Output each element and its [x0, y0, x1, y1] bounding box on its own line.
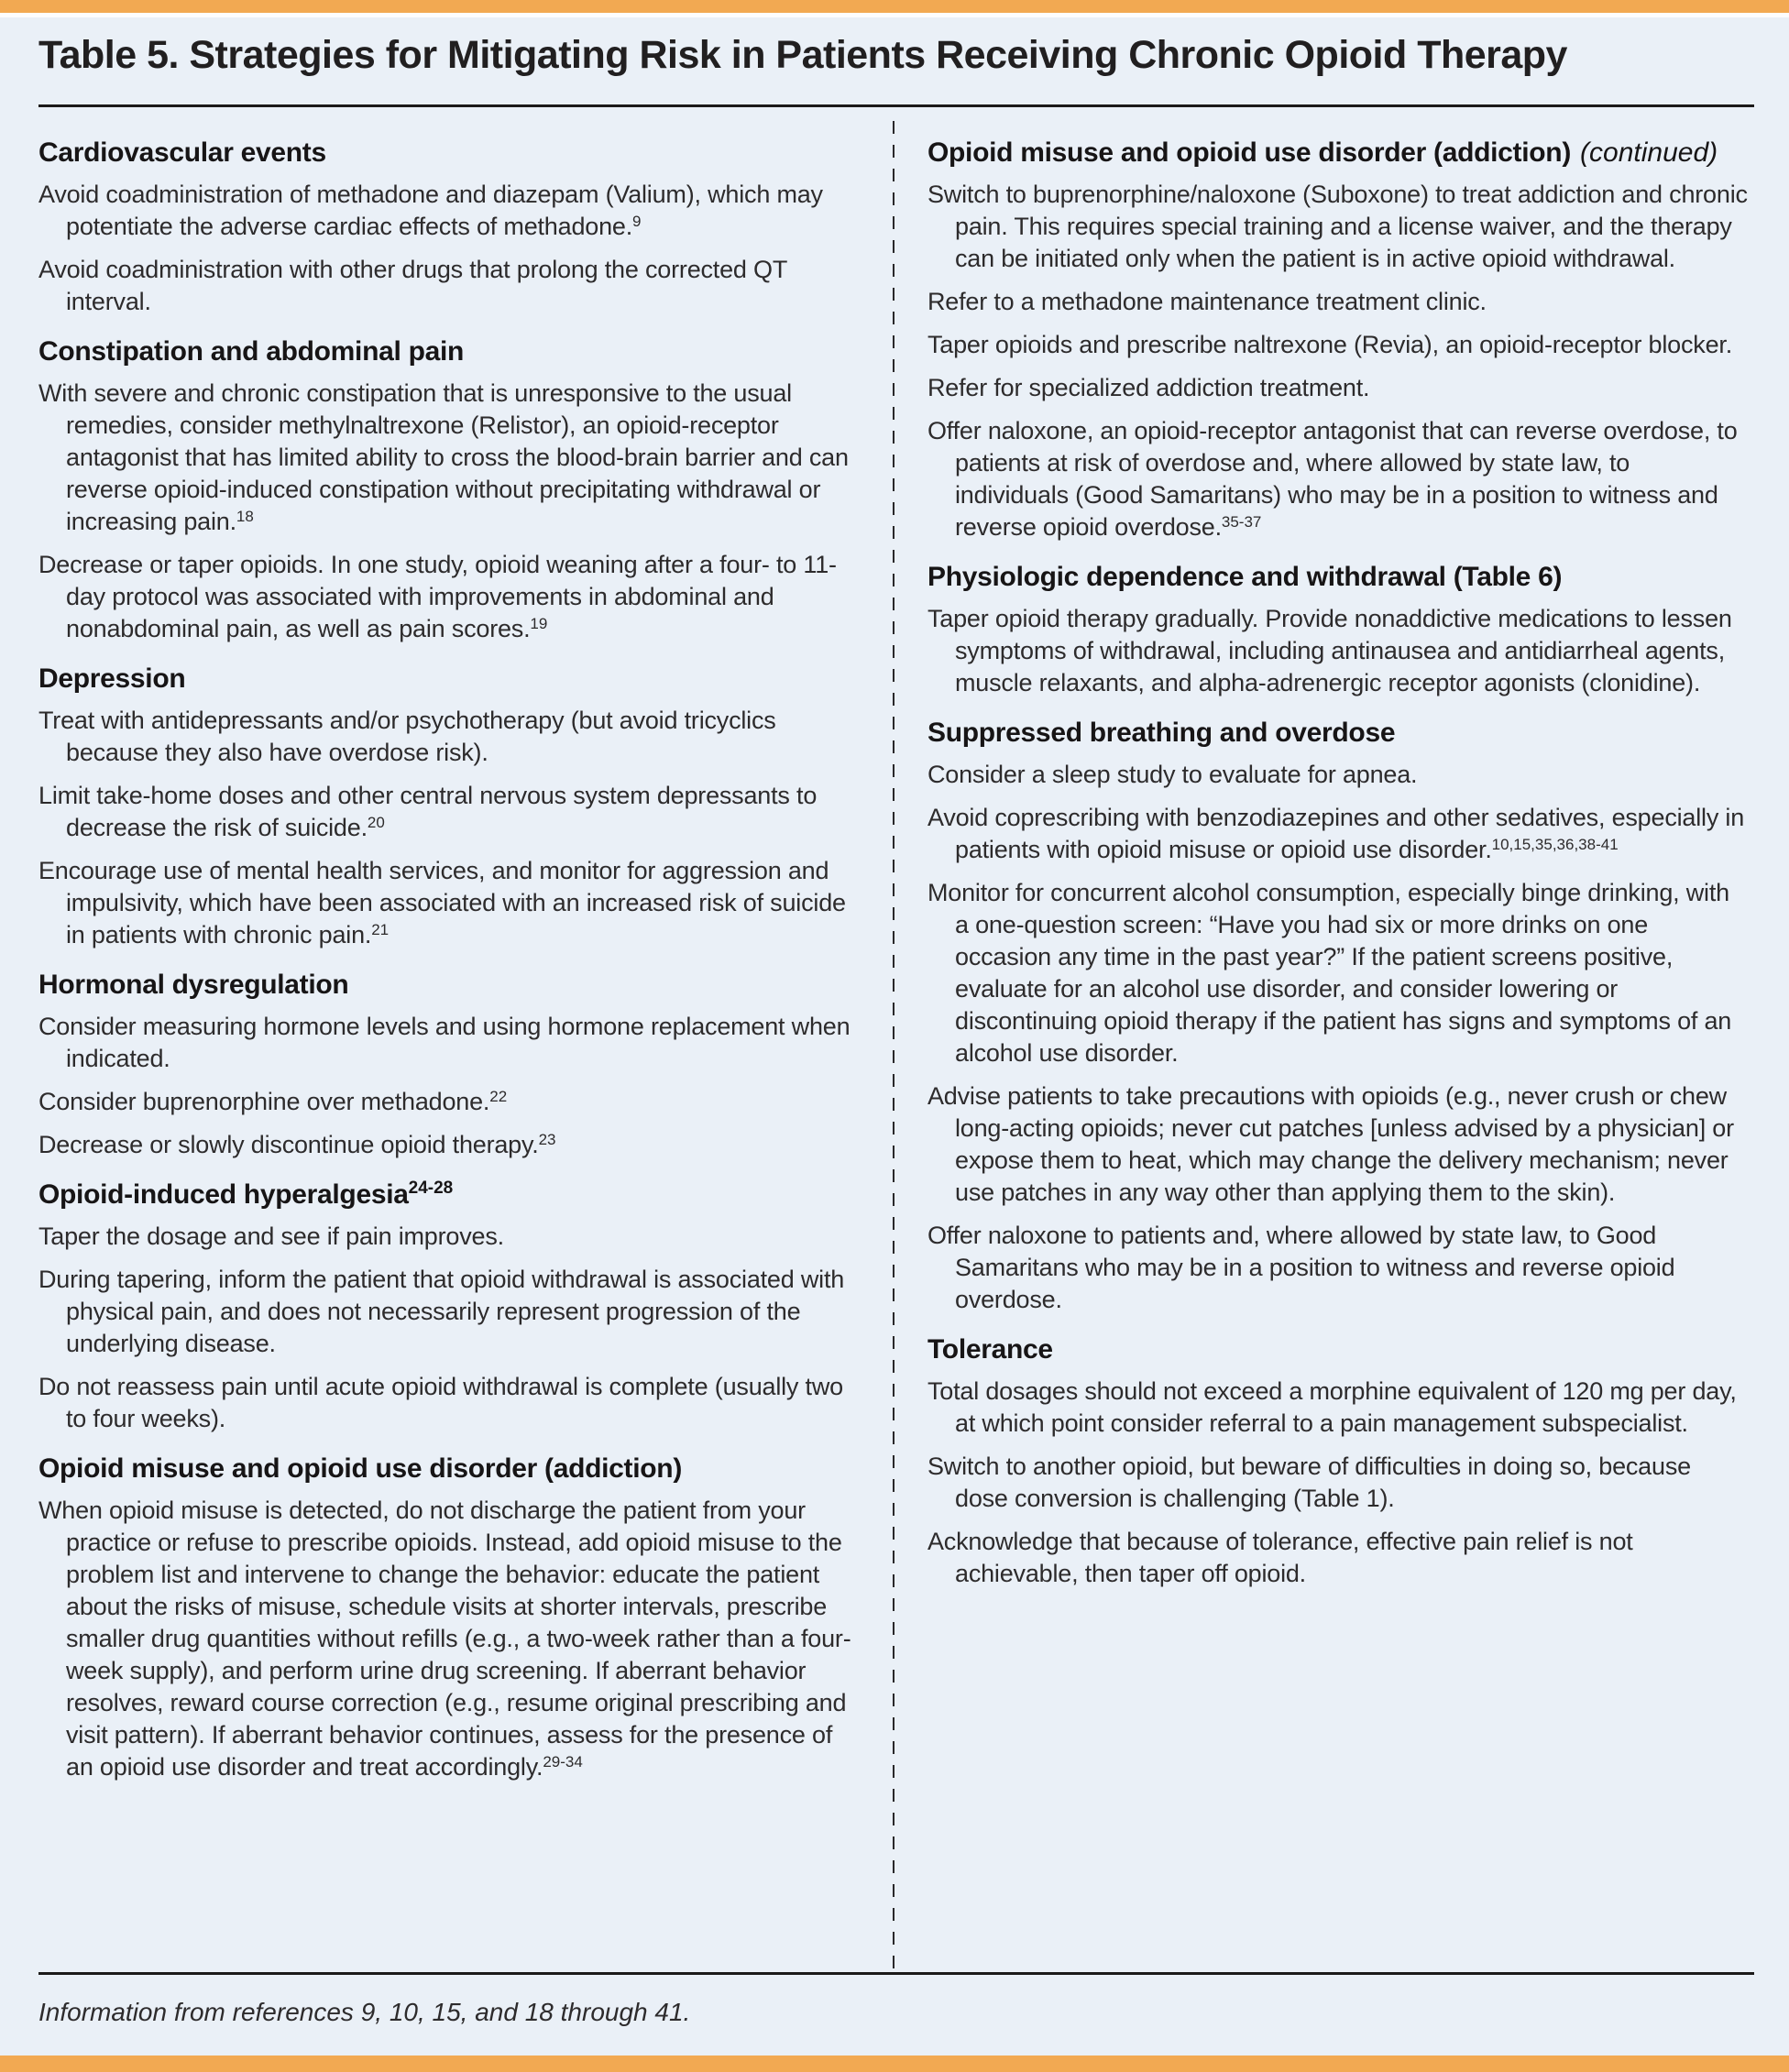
strategy-text: Decrease or taper opioids. In one study, opioid weaning after a four- to 11-day protocol was associated with improvements in abdominal and nonabdominal pain, as well as pain scores.: [38, 551, 837, 642]
strategy-item: [38, 855, 856, 951]
strategy-item: [927, 1526, 1748, 1590]
strategy-item: [927, 759, 1748, 791]
strategy-text: Taper opioids and prescribe naltrexone (Revia), an opioid-receptor blocker.: [927, 331, 1732, 358]
section-constipation-abdominal-pain: [38, 334, 856, 645]
strategy-item: [927, 877, 1748, 1069]
section-heading: [927, 560, 1748, 594]
reference-superscript: 24-28: [408, 1179, 454, 1198]
strategy-item: [38, 1129, 856, 1161]
strategy-text: Avoid coprescribing with benzodiazepines and other sedatives, especially in patients with opioid misuse or opioid use disorder.: [927, 804, 1745, 863]
strategy-item: [927, 603, 1748, 699]
section-heading: [38, 662, 856, 696]
right-column: [927, 136, 1748, 1601]
top-accent-bar: [0, 0, 1789, 13]
strategy-item: [38, 780, 856, 844]
strategy-text: Refer for specialized addiction treatment.: [927, 374, 1370, 401]
page-title: Table 5. Strategies for Mitigating Risk in Patients Receiving Chronic Opioid Therapy: [38, 33, 1567, 77]
section-opioid-misuse-addiction: [38, 1452, 856, 1783]
section-heading-text: Opioid misuse and opioid use disorder (addiction): [927, 137, 1572, 168]
reference-superscript: 20: [367, 814, 385, 831]
reference-superscript: 10,15,35,36,38-41: [1491, 836, 1619, 853]
footer-divider-rule: [38, 1972, 1754, 1975]
strategy-text: Consider a sleep study to evaluate for apnea.: [927, 761, 1418, 788]
section-tolerance: [927, 1332, 1748, 1590]
strategy-text: Consider buprenorphine over methadone.: [38, 1088, 490, 1115]
strategy-text: Offer naloxone to patients and, where allowed by state law, to Good Samaritans who may be in a position to witness and reverse opioid overdose.: [927, 1222, 1675, 1313]
strategy-item: [38, 705, 856, 769]
strategy-text: Avoid coadministration of methadone and diazepam (Valium), which may potentiate the adverse cardiac effects of methadone.: [38, 181, 823, 240]
section-suppressed-breathing-overdose: [927, 716, 1748, 1316]
strategy-text: Encourage use of mental health services, and monitor for aggression and impulsivity, which have been associated with an increased risk of suicide in patients with chronic pain.: [38, 857, 846, 948]
section-depression: [38, 662, 856, 951]
strategy-text: Consider measuring hormone levels and using hormone replacement when indicated.: [38, 1013, 851, 1072]
strategy-item: [927, 802, 1748, 866]
section-heading: [927, 716, 1748, 750]
section-heading-text: Physiologic dependence and withdrawal (Table 6): [927, 562, 1563, 592]
section-heading-text: Hormonal dysregulation: [38, 970, 349, 1000]
section-heading: [38, 334, 856, 368]
strategy-text: Treat with antidepressants and/or psychotherapy (but avoid tricyclics because they also have overdose risk).: [38, 707, 776, 766]
left-column: [38, 136, 856, 1794]
strategy-item: [927, 372, 1748, 404]
section-heading: [38, 136, 856, 170]
strategy-item: [927, 329, 1748, 361]
strategy-text: Monitor for concurrent alcohol consumption, especially binge drinking, with a one-question screen: “Have you had six or more drinks on one occasion any time in the past year?” If the patient screens positive, evaluate for an alcohol use disorder, and consider lowering or discontinuing opioid therapy if the patient has signs and symptoms of an alcohol use disorder.: [927, 879, 1732, 1067]
strategy-text: Taper the dosage and see if pain improves.: [38, 1222, 504, 1250]
section-heading-text: Opioid misuse and opioid use disorder (addiction): [38, 1453, 683, 1484]
section-heading-text: Depression: [38, 663, 186, 694]
strategy-text: Advise patients to take precautions with opioids (e.g., never crush or chew long-acting opioids; never cut patches [unless advised by a physician] or expose them to heat, which may change the delivery mechanism; never use patches in any way other than applying them to the skin).: [927, 1082, 1734, 1206]
section-heading: [38, 1178, 856, 1211]
strategy-text: Taper opioid therapy gradually. Provide nonaddictive medications to lessen symptoms of withdrawal, including antinausea and antidiarrheal agents, muscle relaxants, and alpha-adrenergic receptor agonists (clonidine).: [927, 605, 1732, 696]
strategy-text: Do not reassess pain until acute opioid withdrawal is complete (usually two to four weeks).: [38, 1373, 843, 1432]
section-heading-text: Constipation and abdominal pain: [38, 336, 465, 367]
section-heading: [38, 968, 856, 1002]
reference-superscript: 22: [489, 1088, 508, 1105]
strategy-item: [38, 1264, 856, 1360]
section-opioid-induced-hyperalgesia: [38, 1178, 856, 1435]
reference-superscript: 18: [236, 508, 254, 525]
strategy-item: [38, 549, 856, 645]
section-heading-text: Suppressed breathing and overdose: [927, 718, 1396, 748]
bottom-accent-bar: [0, 2056, 1789, 2072]
strategy-item: [927, 1220, 1748, 1316]
section-heading-text: Tolerance: [927, 1334, 1053, 1365]
section-heading: [38, 1452, 856, 1485]
strategy-item: [38, 1086, 856, 1118]
column-divider-dashed-line: [893, 121, 894, 1972]
section-physiologic-dependence-withdrawal: [927, 560, 1748, 699]
source-footnote: Information from references 9, 10, 15, and 18 through 41.: [38, 1998, 691, 2026]
section-hormonal-dysregulation: [38, 968, 856, 1161]
strategy-item: [927, 415, 1748, 543]
reference-superscript: 9: [632, 213, 642, 230]
strategy-item: [927, 286, 1748, 318]
strategy-item: [38, 254, 856, 318]
strategy-text: Switch to another opioid, but beware of difficulties in doing so, because dose conversion is challenging (Table 1).: [927, 1453, 1691, 1512]
reference-superscript: 21: [371, 921, 390, 938]
strategy-item: [927, 1451, 1748, 1515]
strategy-text: When opioid misuse is detected, do not discharge the patient from your practice or refuse to prescribe opioids. Instead, add opioid misuse to the problem list and intervene to change the behavior: educate the patient about the risks of misuse, schedule visits at shorter intervals, prescribe smaller drug quantities without refills (e.g., a two-week rather than a four-week supply), and perform urine drug screening. If aberrant behavior resolves, reward course correction (e.g., resume original prescribing and visit pattern). If aberrant behavior continues, assess for the presence of an opioid use disorder and treat accordingly.: [38, 1496, 851, 1781]
reference-superscript: 19: [530, 615, 548, 632]
continued-label: (continued): [1580, 137, 1718, 168]
strategy-item: [38, 1371, 856, 1435]
section-heading: [927, 136, 1748, 170]
reference-superscript: 29-34: [543, 1753, 583, 1771]
strategy-text: Switch to buprenorphine/naloxone (Suboxone) to treat addiction and chronic pain. This requires special training and a license waiver, and the therapy can be initiated only when the patient is in active opioid withdrawal.: [927, 181, 1748, 272]
reference-superscript: 23: [538, 1131, 556, 1148]
section-heading-text: Cardiovascular events: [38, 137, 326, 168]
strategy-text: Total dosages should not exceed a morphine equivalent of 120 mg per day, at which point consider referral to a pain management subspecialist.: [927, 1377, 1737, 1437]
strategy-text: Offer naloxone, an opioid-receptor antagonist that can reverse overdose, to patients at risk of overdose and, where allowed by state law, to individuals (Good Samaritans) who may be in a position to witness and reverse opioid overdose.: [927, 417, 1738, 541]
section-opioid-misuse-addiction-continued: [927, 136, 1748, 543]
strategy-item: [38, 179, 856, 243]
strategy-text: With severe and chronic constipation that is unresponsive to the usual remedies, consider methylnaltrexone (Relistor), an opioid-receptor antagonist that has limited ability to cross the blood-brain barrier and can reverse opioid-induced constipation without precipitating withdrawal or increasing pain.: [38, 379, 849, 535]
strategy-item: [927, 1376, 1748, 1440]
title-divider-rule: [38, 104, 1754, 107]
reference-superscript: 35-37: [1221, 513, 1262, 531]
strategy-item: [927, 1080, 1748, 1209]
strategy-item: [38, 1495, 856, 1783]
strategy-text: Avoid coadministration with other drugs that prolong the corrected QT interval.: [38, 256, 787, 315]
strategy-item: [38, 378, 856, 538]
strategy-item: [927, 179, 1748, 275]
strategy-text: Decrease or slowly discontinue opioid therapy.: [38, 1131, 539, 1158]
strategy-item: [38, 1221, 856, 1253]
strategy-text: Refer to a methadone maintenance treatment clinic.: [927, 288, 1487, 315]
strategy-text: Acknowledge that because of tolerance, effective pain relief is not achievable, then taper off opioid.: [927, 1528, 1633, 1587]
section-heading-text: Opioid-induced hyperalgesia: [38, 1179, 409, 1210]
strategy-text: Limit take-home doses and other central nervous system depressants to decrease the risk of suicide.: [38, 782, 818, 841]
section-cardiovascular-events: [38, 136, 856, 318]
strategy-text: During tapering, inform the patient that opioid withdrawal is associated with physical pain, and does not necessarily represent progression of the underlying disease.: [38, 1266, 845, 1357]
section-heading: [927, 1332, 1748, 1366]
strategy-item: [38, 1011, 856, 1075]
